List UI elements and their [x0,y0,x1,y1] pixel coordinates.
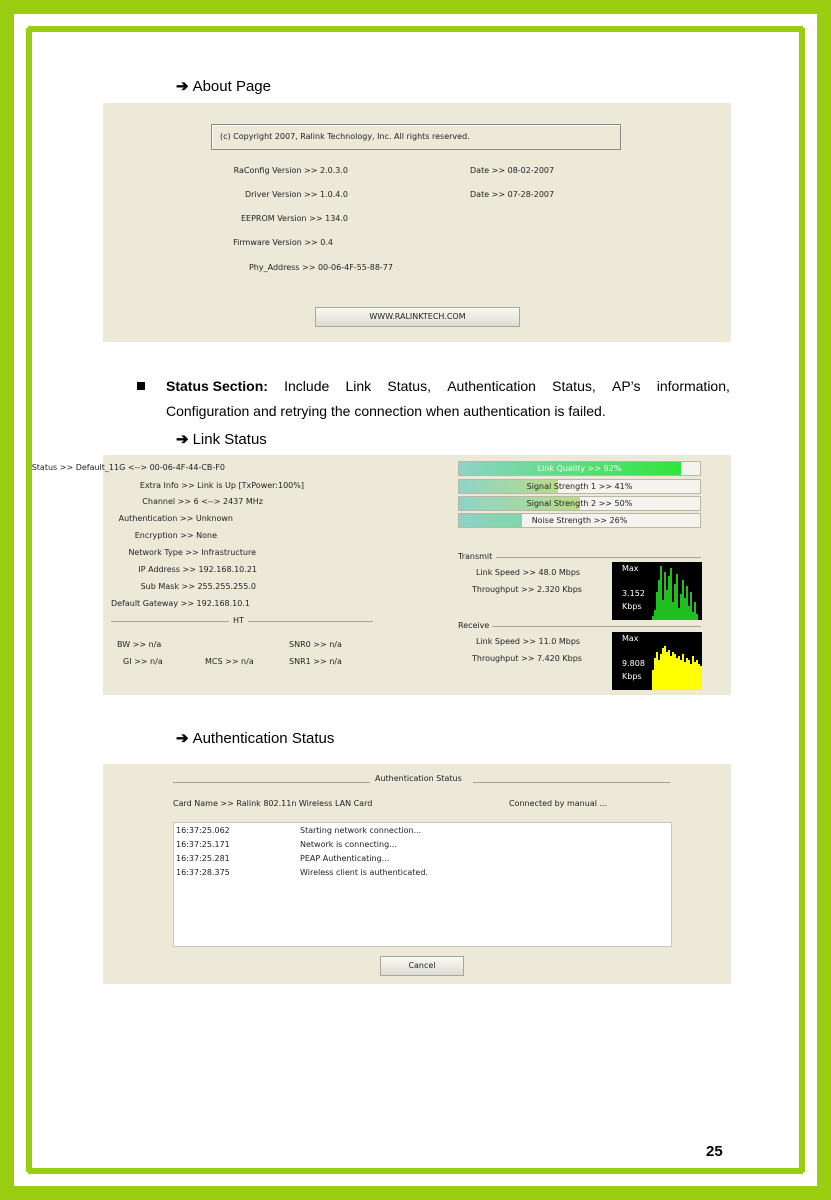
graph-bar [682,654,684,690]
encryption-value: Encryption >> None [134,531,217,540]
graph-bar [684,598,686,620]
receive-label: Receive [458,621,490,630]
graph-bar [688,606,690,620]
ip-address-value: IP Address >> 192.168.10.21 [138,565,257,574]
signal-strength-2-bar [458,496,701,511]
log-time: 16:37:25.062 [176,826,230,835]
signal-strength-1-label: Signal Strength 1 >> 41% [526,482,633,491]
receive-graph [612,632,702,690]
auth-panel-title: Authentication Status [375,774,462,783]
graph-bar [654,610,656,620]
eeprom-version: EEPROM Version >> 134.0 [240,214,348,223]
link-status-heading-label: Link Status [192,430,267,448]
graph-bar [676,574,678,620]
graph-bar [688,660,690,690]
connection-mode: Connected by manual ... [509,799,608,808]
arrow-right-icon: ➔ [176,78,189,95]
log-entry [300,868,428,877]
graph-bar [696,660,698,690]
copyright-box [211,124,621,150]
card-name: Card Name >> Ralink 802.11n Wireless LAN Card [173,799,373,808]
graph-bar [664,572,666,620]
graph-bar [668,650,670,690]
receive-divider [492,626,701,627]
arrow-right-icon: ➔ [176,730,189,747]
ht-label: HT [233,616,244,625]
transmit-graph [612,562,702,620]
graph-bar [666,590,668,620]
tx-link-speed: Link Speed >> 48.0 Mbps [476,568,581,577]
graph-bar [686,586,688,620]
mcs-value: MCS >> n/a [205,657,254,666]
auth-title-divider [173,782,370,783]
extra-info-value: Extra Info >> Link is Up [TxPower:100%] [139,481,304,490]
about-panel [103,103,731,342]
cancel-button[interactable]: Cancel [380,956,464,976]
paragraph-line-2 [166,399,606,424]
graph-bar [652,670,654,690]
arrow-right-icon: ➔ [176,431,189,448]
signal-strength-1-bar [458,479,701,494]
graph-bar [676,658,678,690]
gi-value: GI >> n/a [123,657,163,666]
graph-bar [652,616,654,620]
graph-bar [694,602,696,620]
graph-bar [658,660,660,690]
status-section-title: Status Section: [166,378,268,394]
log-message: Network is connecting... [300,840,397,849]
paragraph-bold-text: Configuration and retrying the connection [166,403,423,419]
link-status-heading [176,430,267,448]
ht-divider [248,621,373,622]
firmware-version: Firmware Version >> 0.4 [233,238,333,247]
graph-bar [668,576,670,620]
network-type-value: Network Type >> Infrastructure [128,548,256,557]
link-status-value: Status >> Default_11G <--> 00-06-4F-44-CB-F0 [31,463,225,472]
transmit-divider [496,557,701,558]
word: Status, [387,378,431,394]
phy-address: Phy_Address >> 00-06-4F-55-88-77 [248,263,393,272]
word: Authentication [447,378,536,394]
graph-bar [666,652,668,690]
word: Include [284,378,330,394]
graph-bar [680,594,682,620]
snr0-value: SNR0 >> n/a [289,640,342,649]
log-message: Starting network connection... [300,826,422,835]
graph-bar [686,658,688,690]
tx-graph-unit: Kbps [622,602,642,611]
rx-link-speed: Link Speed >> 11.0 Mbps [476,637,581,646]
log-time: 16:37:28.375 [176,868,230,877]
graph-bar [662,600,664,620]
graph-bar [700,666,702,690]
word: Status, [552,378,596,394]
raconfig-version: RaConfig Version >> 2.0.3.0 [233,166,348,175]
graph-bar [684,662,686,690]
noise-strength-bar [458,513,701,528]
log-entry [176,854,230,863]
graph-bar [664,646,666,690]
rx-throughput: Throughput >> 7.420 Kbps [472,654,582,663]
log-entry [300,826,421,835]
ht-divider [111,621,229,622]
paragraph-line-1 [166,374,730,399]
graph-bar [678,656,680,690]
graph-bar [690,664,692,690]
log-entry [300,854,389,863]
sub-mask-value: Sub Mask >> 255.255.255.0 [140,582,256,591]
graph-bar [656,652,658,690]
graph-bar [654,658,656,690]
graph-bar [674,654,676,690]
about-heading [176,77,271,95]
driver-version: Driver Version >> 1.0.4.0 [244,190,348,199]
graph-bar [696,614,698,620]
rx-graph-value: 9.808 [622,659,645,668]
graph-bar [678,608,680,620]
channel-value: Channel >> 6 <--> 2437 MHz [142,497,263,506]
log-entry [300,840,397,849]
graph-bar [692,612,694,620]
transmit-label: Transmit [458,552,493,561]
page-number: 25 [706,1143,723,1160]
auth-status-panel [103,764,731,984]
log-time: 16:37:25.171 [176,840,230,849]
raconfig-date: Date >> 08-02-2007 [470,166,555,175]
graph-bar [694,662,696,690]
copyright-text: (c) Copyright 2007, Ralink Technology, Inc. All rights reserved. [220,132,470,141]
log-message: Wireless client is authenticated. [300,868,428,877]
bw-value: BW >> n/a [117,640,162,649]
graph-bar [682,580,684,620]
auth-status-heading-label: Authentication Status [192,729,335,747]
bullet-square-icon [137,382,145,390]
auth-status-heading [176,729,334,747]
log-entry [176,826,230,835]
graph-bar [656,592,658,620]
graph-bar [680,660,682,690]
tx-max-label: Max [622,564,639,573]
driver-date: Date >> 07-28-2007 [470,190,555,199]
website-button[interactable]: WWW.RALINKTECH.COM [315,307,520,327]
tx-throughput: Throughput >> 2.320 Kbps [472,585,582,594]
graph-bar [670,568,672,620]
rx-max-label: Max [622,634,639,643]
paragraph-rest-text: when authentication is failed. [422,403,606,419]
snr1-value: SNR1 >> n/a [289,657,342,666]
graph-bar [672,602,674,620]
log-time: 16:37:25.281 [176,854,230,863]
link-status-panel [31,455,731,695]
word: information, [656,378,730,394]
auth-log [173,822,672,947]
about-heading-label: About Page [192,77,271,95]
tx-graph-value: 3.152 [622,589,645,598]
word: AP’s [611,378,641,394]
graph-bar [660,654,662,690]
log-message: PEAP Authenticating... [300,854,390,863]
link-quality-label: Link Quality >> 92% [537,464,622,473]
rx-graph-unit: Kbps [622,672,642,681]
authentication-value: Authentication >> Unknown [118,514,233,523]
graph-bar [692,656,694,690]
link-quality-bar [458,461,701,476]
noise-strength-label: Noise Strength >> 26% [531,516,628,525]
graph-bar [672,652,674,690]
log-entry [176,840,230,849]
graph-bar [698,664,700,690]
graph-bar [690,592,692,620]
graph-bar [674,584,676,620]
default-gateway-value: Default Gateway >> 192.168.10.1 [110,599,250,608]
graph-bar [662,648,664,690]
log-entry [176,868,230,877]
word: Link [345,378,372,394]
signal-strength-2-label: Signal Strength 2 >> 50% [526,499,633,508]
graph-bar [660,566,662,620]
auth-title-divider [473,782,670,783]
graph-bar [670,656,672,690]
graph-bar [658,580,660,620]
